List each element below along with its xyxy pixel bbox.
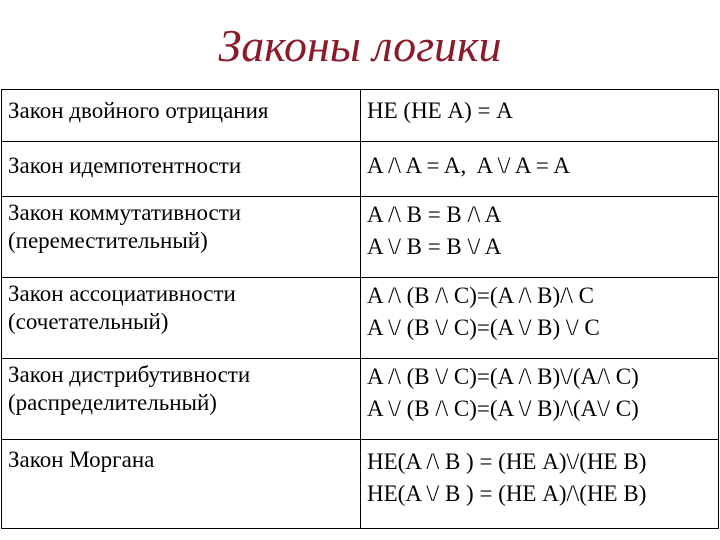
law-formula-cell: [361, 90, 719, 142]
law-name: Закон дистрибутивности: [8, 362, 251, 387]
law-name: Закон ассоциативности: [8, 281, 236, 306]
law-formula: A \/ B = B \/ A: [367, 234, 502, 259]
law-formula-cell: [361, 440, 719, 529]
law-name-subtitle: (переместительный): [8, 228, 208, 253]
law-name-cell: [2, 359, 361, 440]
law-formula: НЕ (НЕ А) = А: [367, 98, 513, 123]
law-name: Закон двойного отрицания: [8, 98, 269, 123]
table-row: [2, 278, 719, 359]
law-formula: НЕ(A /\ B ) = (НЕ A)\/(НЕ B): [367, 449, 647, 474]
law-name: Закон Моргана: [8, 447, 155, 472]
table-row: [2, 90, 719, 142]
law-formula-cell: [361, 359, 719, 440]
law-name-cell: [2, 440, 361, 529]
law-formula: A \/ (B \/ C)=(A \/ B) \/ C: [367, 315, 600, 340]
law-name-cell: [2, 90, 361, 142]
laws-table: [1, 89, 719, 529]
table-row: [2, 440, 719, 529]
law-name: Закон коммутативности: [8, 200, 242, 225]
law-name: Закон идемпотентности: [8, 153, 242, 178]
law-name-cell: [2, 278, 361, 359]
law-name-cell: [2, 197, 361, 278]
table-row: [2, 142, 719, 197]
law-name-subtitle: (сочетательный): [8, 309, 169, 334]
law-formula: A /\ B = B /\ A: [367, 202, 502, 227]
law-formula: A /\ A = A, A \/ A = A: [367, 153, 570, 178]
law-formula: A /\ (B /\ C)=(A /\ B)/\ C: [367, 283, 595, 308]
law-formula-cell: [361, 142, 719, 197]
law-formula-cell: [361, 278, 719, 359]
law-formula: A \/ (B /\ C)=(A \/ B)/\(A\/ C): [367, 396, 639, 421]
table-row: [2, 197, 719, 278]
law-formula: НЕ(A \/ B ) = (НЕ A)/\(НЕ B): [367, 481, 647, 506]
law-name-cell: [2, 142, 361, 197]
law-formula-cell: [361, 197, 719, 278]
table-row: [2, 359, 719, 440]
page-title: Законы логики: [218, 20, 502, 71]
law-formula: A /\ (B \/ C)=(A /\ B)\/(A/\ C): [367, 364, 639, 389]
law-name-subtitle: (распределительный): [8, 390, 217, 415]
